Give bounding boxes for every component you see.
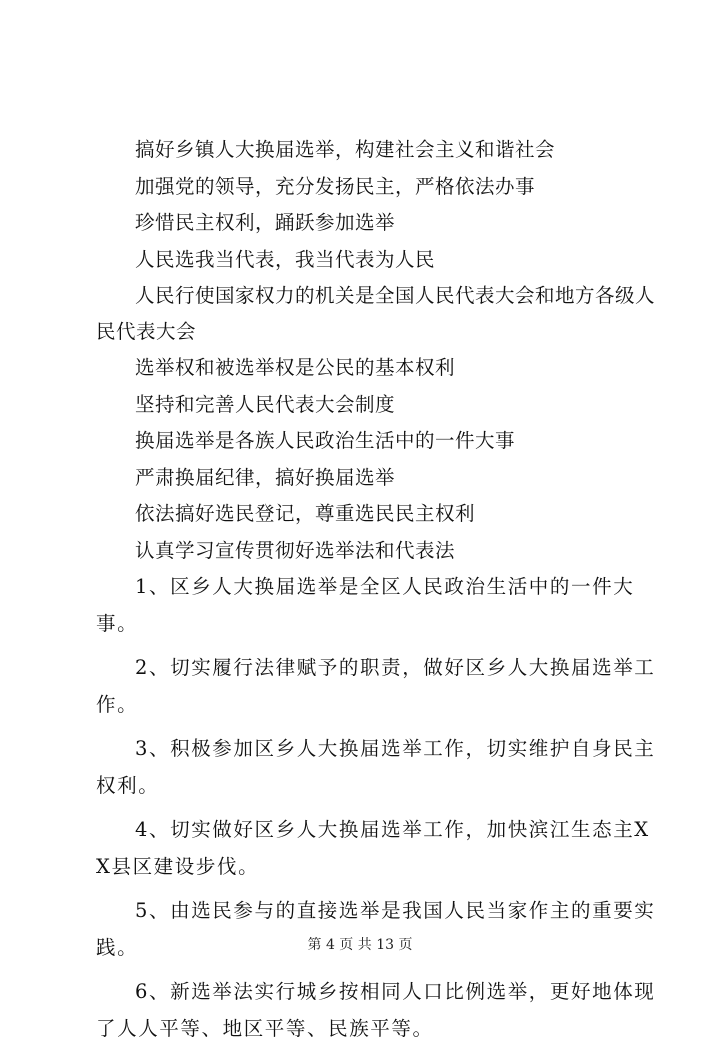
list-item-2: 2、切实履行法律赋予的职责，做好区乡人大换届选举工作。 <box>96 656 656 716</box>
page-number-footer: 第 4 页 共 13 页 <box>307 937 413 953</box>
slogan-2: 加强党的领导，充分发扬民主，严格依法办事 <box>135 174 536 198</box>
list-item-6: 6、新选举法实行城乡按相同人口比例选举，更好地体现了人人平等、地区平等、民族平等。 <box>96 980 656 1040</box>
slogan-7: 坚持和完善人民代表大会制度 <box>135 392 396 416</box>
slogan-1: 搞好乡镇人大换届选举，构建社会主义和谐社会 <box>135 138 556 161</box>
slogan-10: 依法搞好选民登记，尊重选民民主权利 <box>135 502 476 525</box>
list-item-5: 5、由选民参与的直接选举是我国人民当家作主的重要实践。 <box>96 899 656 959</box>
list-item-4: 4、切实做好区乡人大换届选举工作，加快滨江生态主XX县区建设步伐。 <box>96 818 650 878</box>
slogan-11: 认真学习宣传贯彻好选举法和代表法 <box>135 538 456 562</box>
slogan-9: 严肃换届纪律，搞好换届选举 <box>135 465 396 489</box>
slogan-4: 人民选我当代表，我当代表为人民 <box>135 247 436 271</box>
slogan-5: 人民行使国家权力的机关是全国人民代表大会和地方各级人民代表大会 <box>96 284 656 343</box>
list-item-1: 1、区乡人大换届选举是全区人民政治生活中的一件大事。 <box>96 575 635 635</box>
slogan-3: 珍惜民主权利，踊跃参加选举 <box>135 211 396 234</box>
slogan-6: 选举权和被选举权是公民的基本权利 <box>135 356 456 379</box>
document-body <box>96 132 656 1047</box>
slogan-8: 换届选举是各族人民政治生活中的一件大事 <box>135 429 516 452</box>
list-item-3: 3、积极参加区乡人大换届选举工作，切实维护自身民主权利。 <box>96 737 656 797</box>
